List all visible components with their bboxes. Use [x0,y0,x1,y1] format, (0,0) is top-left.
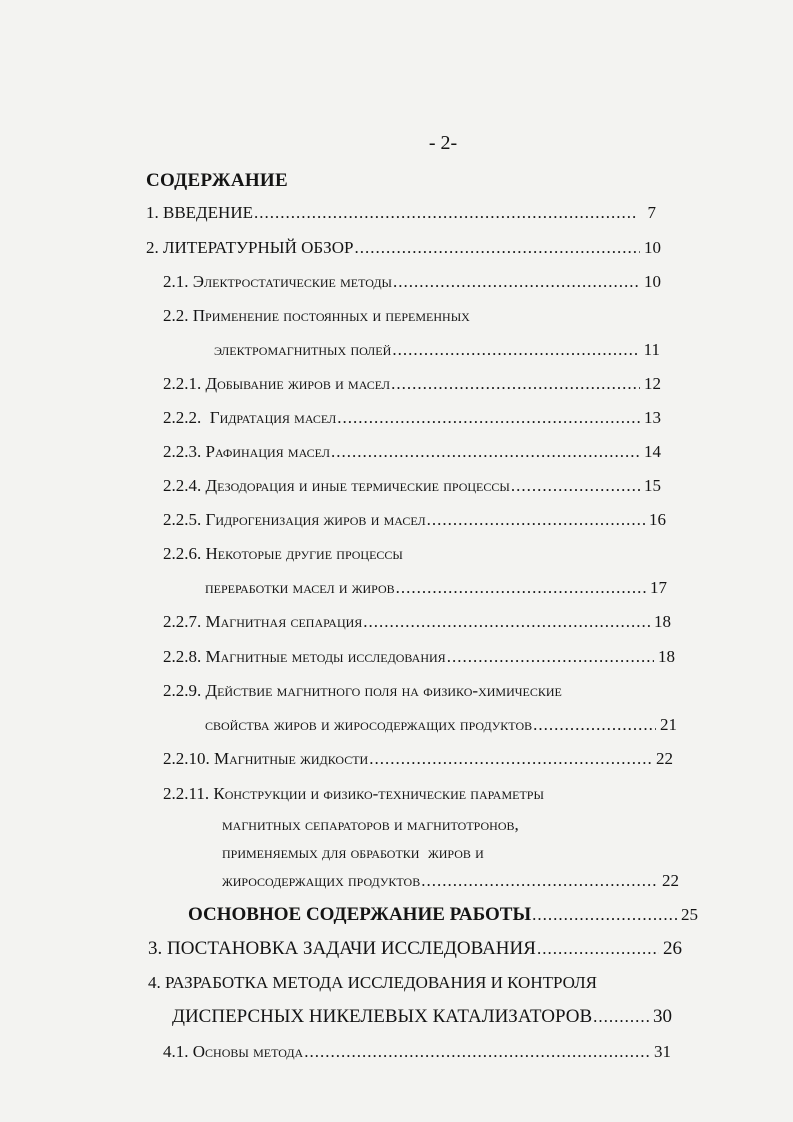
leader-dots [354,237,640,259]
toc-entry-label: 2.2.5. Гидрогенизация жиров и масел [163,510,426,529]
toc-entry-page: 22 [662,871,679,890]
toc-entry-2-2-2[interactable] [163,407,661,429]
toc-entry-label: жиросодержащих продуктов [222,871,421,890]
toc-entry-4-1[interactable] [163,1041,671,1063]
toc-entry-2-2-10[interactable] [163,748,673,770]
page-number: - 2- [428,132,458,154]
toc-entry-4-line1[interactable]: 4. РАЗРАБОТКА МЕТОДА ИССЛЕДОВАНИЯ И КОНТРОЛЯ [148,973,597,992]
leader-dots [427,509,645,531]
toc-entry-2-1[interactable] [163,271,661,293]
toc-entry-2-2-11-line2: магнитных сепараторов и магнитотронов, [222,815,519,834]
toc-entry-2-2[interactable] [214,339,660,361]
leader-dots [533,714,656,736]
toc-entry-label: ОСНОВНОЕ СОДЕРЖАНИЕ РАБОТЫ [188,904,532,925]
toc-entry-2-2-line1[interactable]: 2.2. Применение постоянных и переменных [163,306,470,325]
toc-entry-page: 11 [643,340,660,359]
toc-entry-page: 21 [660,715,677,734]
toc-entry-2-2-4[interactable] [163,475,661,497]
toc-entry-page: 16 [649,510,666,529]
leader-dots [393,271,640,293]
toc-entry-2-2-8[interactable] [163,646,675,668]
leader-dots [369,748,652,770]
toc-entry-page: 18 [658,647,675,666]
toc-entry-page: 31 [654,1042,671,1061]
toc-entry-page: 13 [644,408,661,427]
toc-entry-label: 2. ЛИТЕРАТУРНЫЙ ОБЗОР [146,238,354,257]
toc-entry-label: свойства жиров и жиросодержащих продуктов [205,715,533,734]
toc-entry-label: 2.2.4. Дезодорация и иные термические процессы [163,476,510,495]
toc-entry-2-2-5[interactable] [163,509,666,531]
leader-dots [532,904,677,926]
leader-dots [537,938,659,960]
toc-entry-problem-statement[interactable] [148,938,682,960]
toc-entry-label: 2.2.7. Магнитная сепарация [163,612,363,631]
toc-entry-page: 10 [644,238,661,257]
toc-entry-label: 1. ВВЕДЕНИЕ [146,203,253,222]
toc-entry-label: 2.2.2. Гидратация масел [163,408,337,427]
toc-title: СОДЕРЖАНИЕ [146,170,288,191]
toc-entry-page: 12 [644,374,661,393]
toc-entry-page: 22 [656,749,673,768]
toc-entry-literature-review[interactable] [146,237,661,259]
toc-entry-introduction[interactable] [146,202,656,224]
toc-entry-label: 2.2.10. Магнитные жидкости [163,749,369,768]
toc-entry-label: электромагнитных полей [214,340,392,359]
toc-entry-page: 14 [644,442,661,461]
toc-entry-page: 17 [650,578,667,597]
toc-entry-label: 4.1. Основы метода [163,1042,304,1061]
leader-dots [363,611,650,633]
toc-entry-label: ДИСПЕРСНЫХ НИКЕЛЕВЫХ КАТАЛИЗАТОРОВ [172,1006,593,1027]
leader-dots [593,1006,649,1028]
leader-dots [254,202,638,224]
leader-dots [447,646,654,668]
toc-entry-page: 18 [654,612,671,631]
toc-entry-label: 2.2.8. Магнитные методы исследования [163,647,446,666]
toc-entry-page: 7 [647,203,656,222]
toc-entry-4[interactable] [172,1006,672,1028]
toc-entry-label: переработки масел и жиров [205,578,395,597]
toc-entry-page: 25 [681,905,698,924]
leader-dots [331,441,640,463]
leader-dots [391,373,640,395]
leader-dots [392,339,639,361]
leader-dots [511,475,640,497]
leader-dots [337,407,640,429]
toc-entry-2-2-6-line1[interactable]: 2.2.6. Некоторые другие процессы [163,544,403,563]
toc-entry-2-2-11[interactable] [222,870,679,892]
leader-dots [421,870,658,892]
leader-dots [304,1041,650,1063]
toc-entry-2-2-3[interactable] [163,441,661,463]
toc-entry-2-2-11-line1[interactable]: 2.2.11. Конструкции и физико-технические параметры [163,784,544,803]
toc-entry-2-2-9-line1[interactable]: 2.2.9. Действие магнитного поля на физико-химические [163,681,562,700]
toc-entry-2-2-11-line3: применяемых для обработки жиров и [222,843,484,862]
toc-entry-label: 2.1. Электростатические методы [163,272,393,291]
toc-entry-page: 26 [663,938,682,959]
toc-entry-page: 30 [653,1006,672,1027]
leader-dots [396,577,646,599]
toc-entry-label: 2.2.3. Рафинация масел [163,442,330,461]
toc-entry-page: 15 [644,476,661,495]
toc-entry-page: 10 [644,272,661,291]
toc-entry-2-2-9[interactable] [205,714,677,736]
toc-entry-label: 2.2.1. Добывание жиров и масел [163,374,391,393]
toc-entry-2-2-6[interactable] [205,577,667,599]
toc-entry-2-2-7[interactable] [163,611,671,633]
toc-entry-label: 3. ПОСТАНОВКА ЗАДАЧИ ИССЛЕДОВАНИЯ [148,938,536,959]
toc-entry-2-2-1[interactable] [163,373,661,395]
toc-entry-main-content[interactable] [188,904,698,926]
